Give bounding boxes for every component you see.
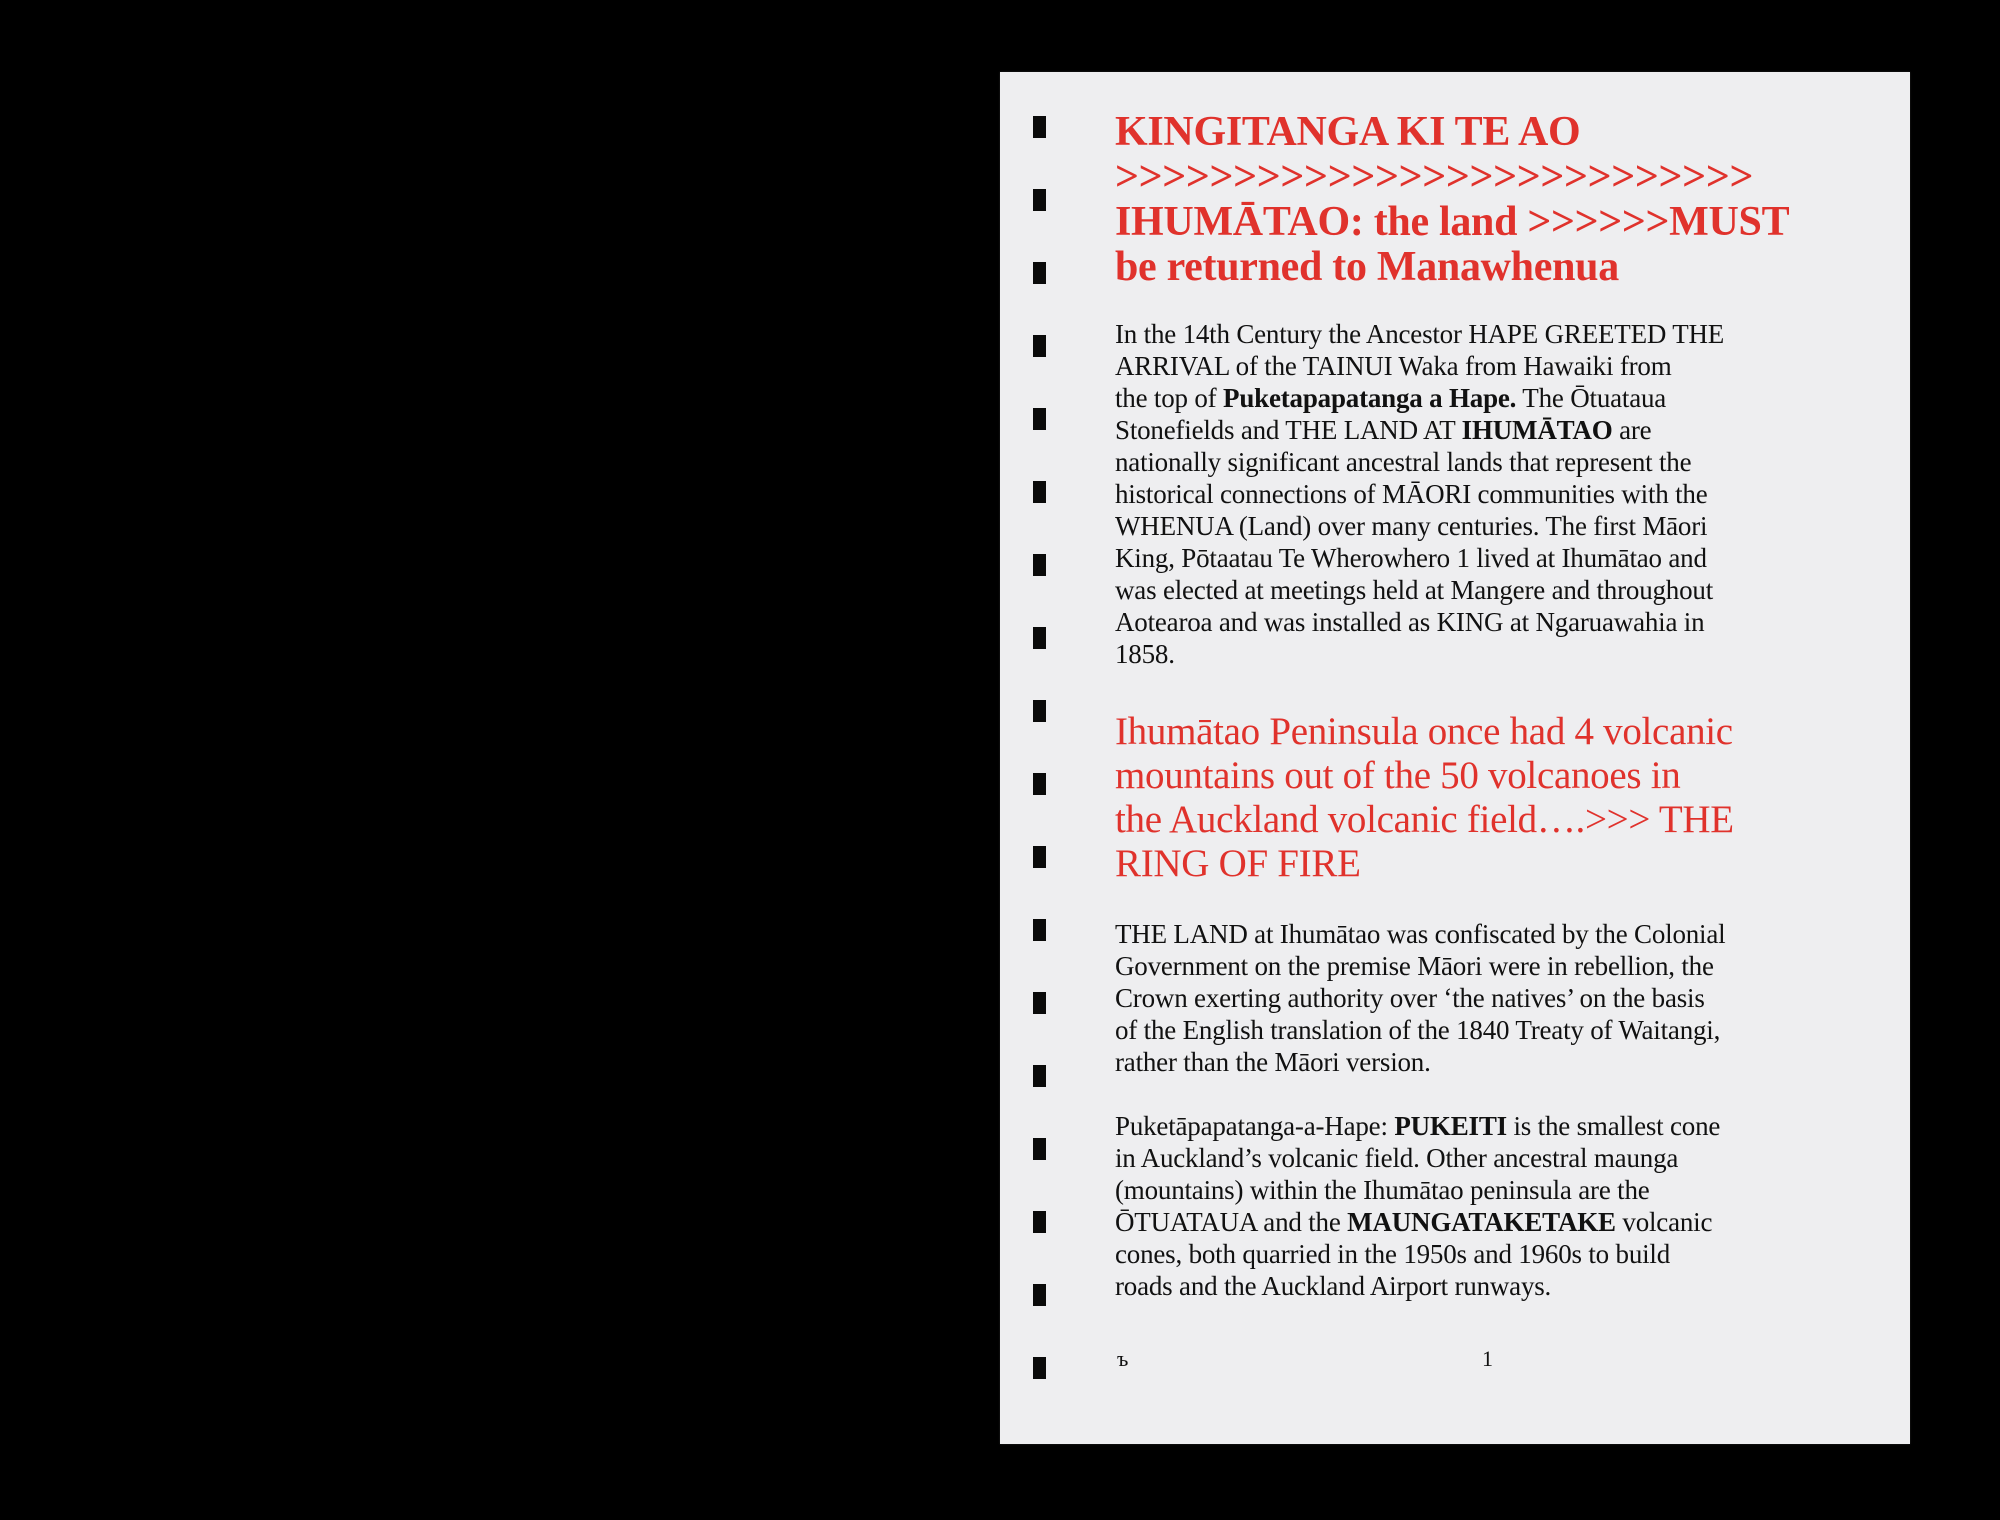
text-run: the top of [1115,383,1224,413]
binding-hole [1033,481,1046,503]
binding-hole [1033,1357,1046,1379]
text-run: is the smallest cone [1506,1111,1721,1141]
binding-hole [1033,554,1046,576]
text-run: Puketāpapatanga-a-Hape: [1115,1111,1395,1141]
page-headline [1115,110,1855,290]
paragraph-pukeiti [1115,1110,1855,1302]
text-line [1115,382,1855,414]
text-line [1115,1110,1855,1142]
text-line: Crown exerting authority over ‘the natives’ on the basis [1115,983,1705,1013]
text-line [1115,414,1855,446]
binding-hole [1033,116,1046,138]
booklet-page [1000,72,1910,1444]
binding-hole [1033,773,1046,795]
subheading-line: Ihumātao Peninsula once had 4 volcanic [1115,710,1733,753]
binding-hole [1033,1065,1046,1087]
subheading-line: RING OF FIRE [1115,842,1361,885]
volcanic-subheading [1115,710,1855,886]
text-line: Aotearoa and was installed as KING at Ngaruawahia in [1115,607,1705,637]
binding-hole [1033,627,1046,649]
headline-line: KINGITANGA KI TE AO [1115,109,1581,155]
binding-hole [1033,189,1046,211]
text-line: Government on the premise Māori were in rebellion, the [1115,951,1714,981]
text-line: rather than the Māori version. [1115,1047,1431,1077]
binding-hole [1033,1211,1046,1233]
text-run: volcanic [1615,1207,1713,1237]
binding-hole [1033,335,1046,357]
text-line: ARRIVAL of the TAINUI Waka from Hawaiki from [1115,351,1672,381]
text-run: are [1612,415,1652,445]
text-line: In the 14th Century the Ancestor HAPE GREETED THE [1115,319,1725,349]
text-line: roads and the Auckland Airport runways. [1115,1271,1552,1301]
paragraph-confiscation [1115,918,1855,1078]
text-run: Stonefields and THE LAND AT [1115,415,1462,445]
bold-term: Puketapapatanga a Hape. [1223,383,1517,413]
binding-hole [1033,1138,1046,1160]
bold-term: MAUNGATAKETAKE [1347,1207,1616,1237]
binding-hole [1033,408,1046,430]
binding-hole [1033,1284,1046,1306]
headline-line: be returned to Manawhenua [1115,244,1619,290]
text-line [1115,1206,1855,1238]
text-line: WHENUA (Land) over many centuries. The first Māori [1115,511,1708,541]
text-run: The Ōtuataua [1516,383,1667,413]
text-line: of the English translation of the 1840 Treaty of Waitangi, [1115,1015,1721,1045]
footer-glyph: ъ [1117,1346,1129,1371]
text-line: cones, both quarried in the 1950s and 1960s to build [1115,1239,1671,1269]
subheading-line: the Auckland volcanic field….>>> THE [1115,798,1734,841]
bold-term: IHUMĀTAO [1461,415,1613,445]
binding-hole [1033,700,1046,722]
text-line: (mountains) within the Ihumātao peninsula are the [1115,1175,1650,1205]
text-line: 1858. [1115,639,1175,669]
text-run: ŌTUATAUA and the [1115,1207,1348,1237]
headline-line: IHUMĀTAO: the land >>>>>>MUST [1115,199,1790,245]
text-line: historical connections of MĀORI communities with the [1115,479,1708,509]
text-line: King, Pōtaatau Te Wherowhero 1 lived at Ihumātao and [1115,543,1707,573]
text-line: nationally significant ancestral lands that represent the [1115,447,1692,477]
binding-hole [1033,992,1046,1014]
binding-holes [1033,116,1051,1416]
headline-arrows: >>>>>>>>>>>>>>>>>>>>>>>>>>> [1115,154,1754,200]
page-content [1115,110,1855,1302]
paragraph-hape [1115,318,1855,670]
page-number: 1 [1482,1346,1493,1371]
text-line: was elected at meetings held at Mangere and throughout [1115,575,1713,605]
subheading-line: mountains out of the 50 volcanoes in [1115,754,1681,797]
bold-term: PUKEITI [1394,1111,1507,1141]
binding-hole [1033,262,1046,284]
text-line: THE LAND at Ihumātao was confiscated by the Colonial [1115,919,1726,949]
text-line: in Auckland’s volcanic field. Other ancestral maunga [1115,1143,1679,1173]
binding-hole [1033,846,1046,868]
binding-hole [1033,919,1046,941]
